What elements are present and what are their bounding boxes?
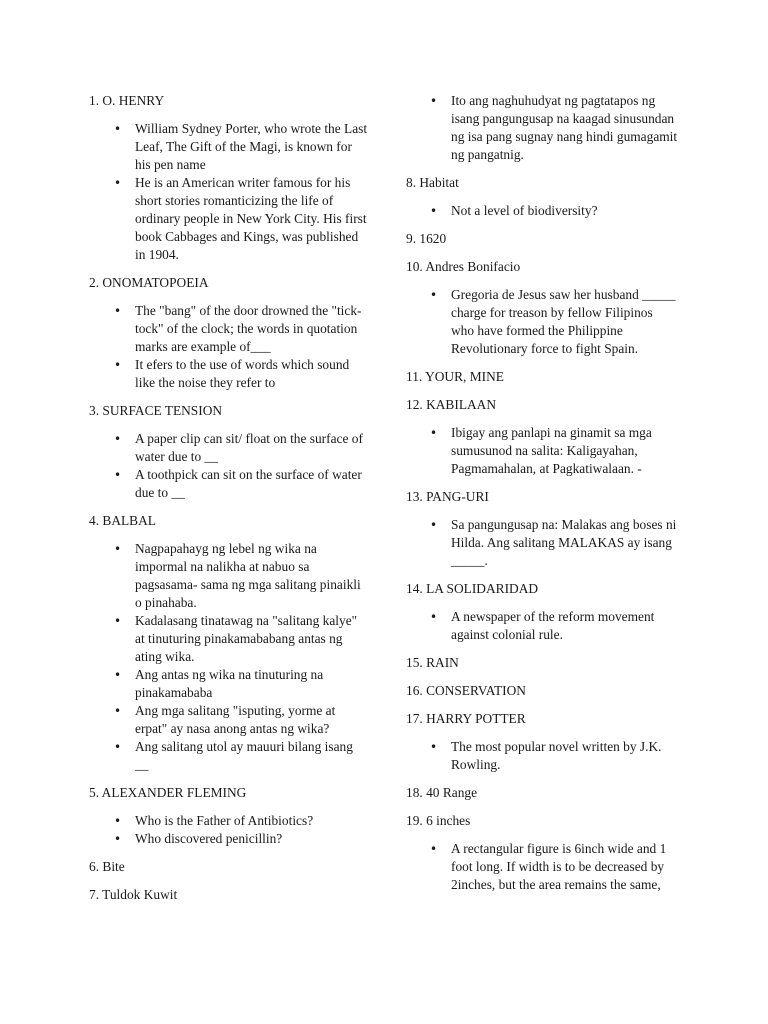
- item-heading-3: 3. SURFACE TENSION: [89, 403, 223, 418]
- left-column: [89, 92, 369, 914]
- bullet-item: • Who is the Father of Antibiotics?: [89, 812, 369, 830]
- bullet-list-19: [406, 840, 678, 894]
- item-heading-11: 11. YOUR, MINE: [406, 369, 504, 384]
- item-heading-2: 2. ONOMATOPOEIA: [89, 275, 209, 290]
- bullet-item: • Sa pangungusap na: Malakas ang boses ni Hilda. Ang salitang MALAKAS ay isang _____.: [406, 516, 678, 570]
- item-heading-18: 18. 40 Range: [406, 785, 478, 800]
- bullet-list-12: [406, 424, 678, 478]
- bullet-item: • Ito ang naghuhudyat ng pagtatapos ng isang pangungusap na kaagad sinusundan ng isa pang sugnay nang hindi gumagamit ng pangatnig.: [406, 92, 678, 164]
- item-heading-16: 16. CONSERVATION: [406, 683, 526, 698]
- item-heading-9: 9. 1620: [406, 231, 447, 246]
- bullet-item: • Gregoria de Jesus saw her husband _____ charge for treason by fellow Filipinos who have formed the Philippine Revolutionary force to fight Spain.: [406, 286, 678, 358]
- bullet-item: • The "bang" of the door drowned the "tick-tock" of the clock; the words in quotation marks are example of___: [89, 302, 369, 356]
- item-heading-7: 7. Tuldok Kuwit: [89, 887, 178, 902]
- bullet-list-1: [89, 120, 369, 264]
- bullet-item: • Ibigay ang panlapi na ginamit sa mga sumusunod na salita: Kaligayahan, Pagmamahalan, at Pagkatiwalaan. -: [406, 424, 678, 478]
- bullet-list-8: [406, 202, 678, 220]
- item-heading-1: 1. O. HENRY: [89, 93, 165, 108]
- bullet-list-4: [89, 540, 369, 774]
- bullet-item: • A paper clip can sit/ float on the surface of water due to __: [89, 430, 369, 466]
- bullet-list-5: [89, 812, 369, 848]
- item-heading-12: 12. KABILAAN: [406, 397, 497, 412]
- bullet-list-7-continued: [406, 92, 678, 164]
- item-heading-6: 6. Bite: [89, 859, 125, 874]
- item-heading-14: 14. LA SOLIDARIDAD: [406, 581, 539, 596]
- bullet-item: • Ang salitang utol ay mauuri bilang isang __: [89, 738, 369, 774]
- bullet-list-17: [406, 738, 678, 774]
- item-heading-17: 17. HARRY POTTER: [406, 711, 526, 726]
- item-heading-8: 8. Habitat: [406, 175, 459, 190]
- bullet-item: • A newspaper of the reform movement against colonial rule.: [406, 608, 678, 644]
- bullet-list-10: [406, 286, 678, 358]
- item-heading-4: 4. BALBAL: [89, 513, 156, 528]
- bullet-item: • Kadalasang tinatawag na "salitang kalye" at tinuturing pinakamababang antas ng ating wika.: [89, 612, 369, 666]
- item-heading-19: 19. 6 inches: [406, 813, 471, 828]
- bullet-item: • He is an American writer famous for his short stories romanticizing the life of ordinary people in New York City. His first book Cabbages and Kings, was published in 1904.: [89, 174, 369, 264]
- bullet-item: • Ang mga salitang "isputing, yorme at erpat" ay nasa anong antas ng wika?: [89, 702, 369, 738]
- right-column: [406, 92, 678, 904]
- bullet-item: • Ang antas ng wika na tinuturing na pinakamababa: [89, 666, 369, 702]
- bullet-list-13: [406, 516, 678, 570]
- bullet-list-2: [89, 302, 369, 392]
- bullet-item: • A rectangular figure is 6inch wide and 1 foot long. If width is to be decreased by 2inches, but the area remains the same,: [406, 840, 678, 894]
- bullet-item: • A toothpick can sit on the surface of water due to __: [89, 466, 369, 502]
- item-heading-10: 10. Andres Bonifacio: [406, 259, 521, 274]
- bullet-item: • Who discovered penicillin?: [89, 830, 369, 848]
- bullet-list-3: [89, 430, 369, 502]
- bullet-list-14: [406, 608, 678, 644]
- bullet-item: • William Sydney Porter, who wrote the Last Leaf, The Gift of the Magi, is known for his pen name: [89, 120, 369, 174]
- bullet-item: • Nagpapahayg ng lebel ng wika na impormal na nalikha at nabuo sa pagsasama- sama ng mga salitang pinaikli o pinahaba.: [89, 540, 369, 612]
- item-heading-15: 15. RAIN: [406, 655, 459, 670]
- item-heading-13: 13. PANG-URI: [406, 489, 489, 504]
- bullet-item: • Not a level of biodiversity?: [406, 202, 678, 220]
- item-heading-5: 5. ALEXANDER FLEMING: [89, 785, 247, 800]
- bullet-item: • It efers to the use of words which sound like the noise they refer to: [89, 356, 369, 392]
- bullet-item: • The most popular novel written by J.K. Rowling.: [406, 738, 678, 774]
